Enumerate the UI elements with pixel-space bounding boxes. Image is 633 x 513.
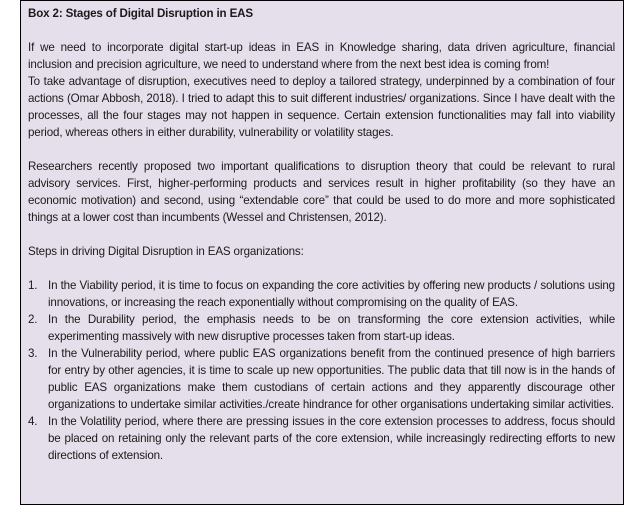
list-item	[28, 345, 615, 413]
paragraph-intro: If we need to incorporate digital start-up ideas in EAS in Knowledge sharing, data driven agriculture, financial inclusion and precision agriculture, we need to understand where from the next best idea is coming from!	[28, 41, 615, 71]
steps-list	[28, 277, 615, 464]
text-box	[20, 0, 624, 505]
steps-heading: Steps in driving Digital Disruption in EAS organizations:	[28, 245, 304, 258]
list-number: 2.	[28, 313, 38, 326]
list-item	[28, 413, 615, 464]
list-item	[28, 311, 615, 345]
list-number: 3.	[28, 347, 38, 360]
box-title: Box 2: Stages of Digital Disruption in EAS	[28, 7, 253, 20]
list-text: In the Volatility period, where there are pressing issues in the core extension processes to address, focus should be placed on retaining only the relevant parts of the core extension, while increasingly redirecting efforts to new directions of extension.	[48, 415, 615, 462]
list-number: 1.	[28, 279, 38, 292]
paragraph-research: Researchers recently proposed two important qualifications to disruption theory that could be relevant to rural advisory services. First, higher-performing products and services result in higher profitability (so they have an economic motivation) and second, using “extendable core” that could be used to do more and more sophisticated things at a lower cost than incumbents (Wessel and Christensen, 2012).	[28, 160, 615, 224]
paragraph-strategy: To take advantage of disruption, executives need to deploy a tailored strategy, underpinned by a combination of four actions (Omar Abbosh, 2018). I tried to adapt this to suit different industries/ organizations. Since I have dealt with the processes, all the four stages may not happen in sequence. Certain extension functionalities may fall into viability period, whereas others in either durability, vulnerability or volatility stages.	[28, 75, 615, 139]
list-number: 4.	[28, 415, 38, 428]
list-text: In the Durability period, the emphasis needs to be on transforming the core extension activities, while experimenting massively with new disruptive processes taken from start-up ideas.	[48, 313, 615, 343]
list-text: In the Viability period, it is time to focus on expanding the core activities by offering new products / solutions using innovations, or increasing the reach exponentially without compromising on the quality of EAS.	[48, 279, 615, 309]
list-text: In the Vulnerability period, where public EAS organizations benefit from the continued presence of high barriers for entry by other agencies, it is time to scale up new opportunities. The public data that till now is in the hands of public EAS organizations make them custodians of certain actions and they apparently discourage other organizations to undertake similar activities./create hindrance for other organisations undertaking similar activities.	[48, 347, 615, 411]
list-item	[28, 277, 615, 311]
